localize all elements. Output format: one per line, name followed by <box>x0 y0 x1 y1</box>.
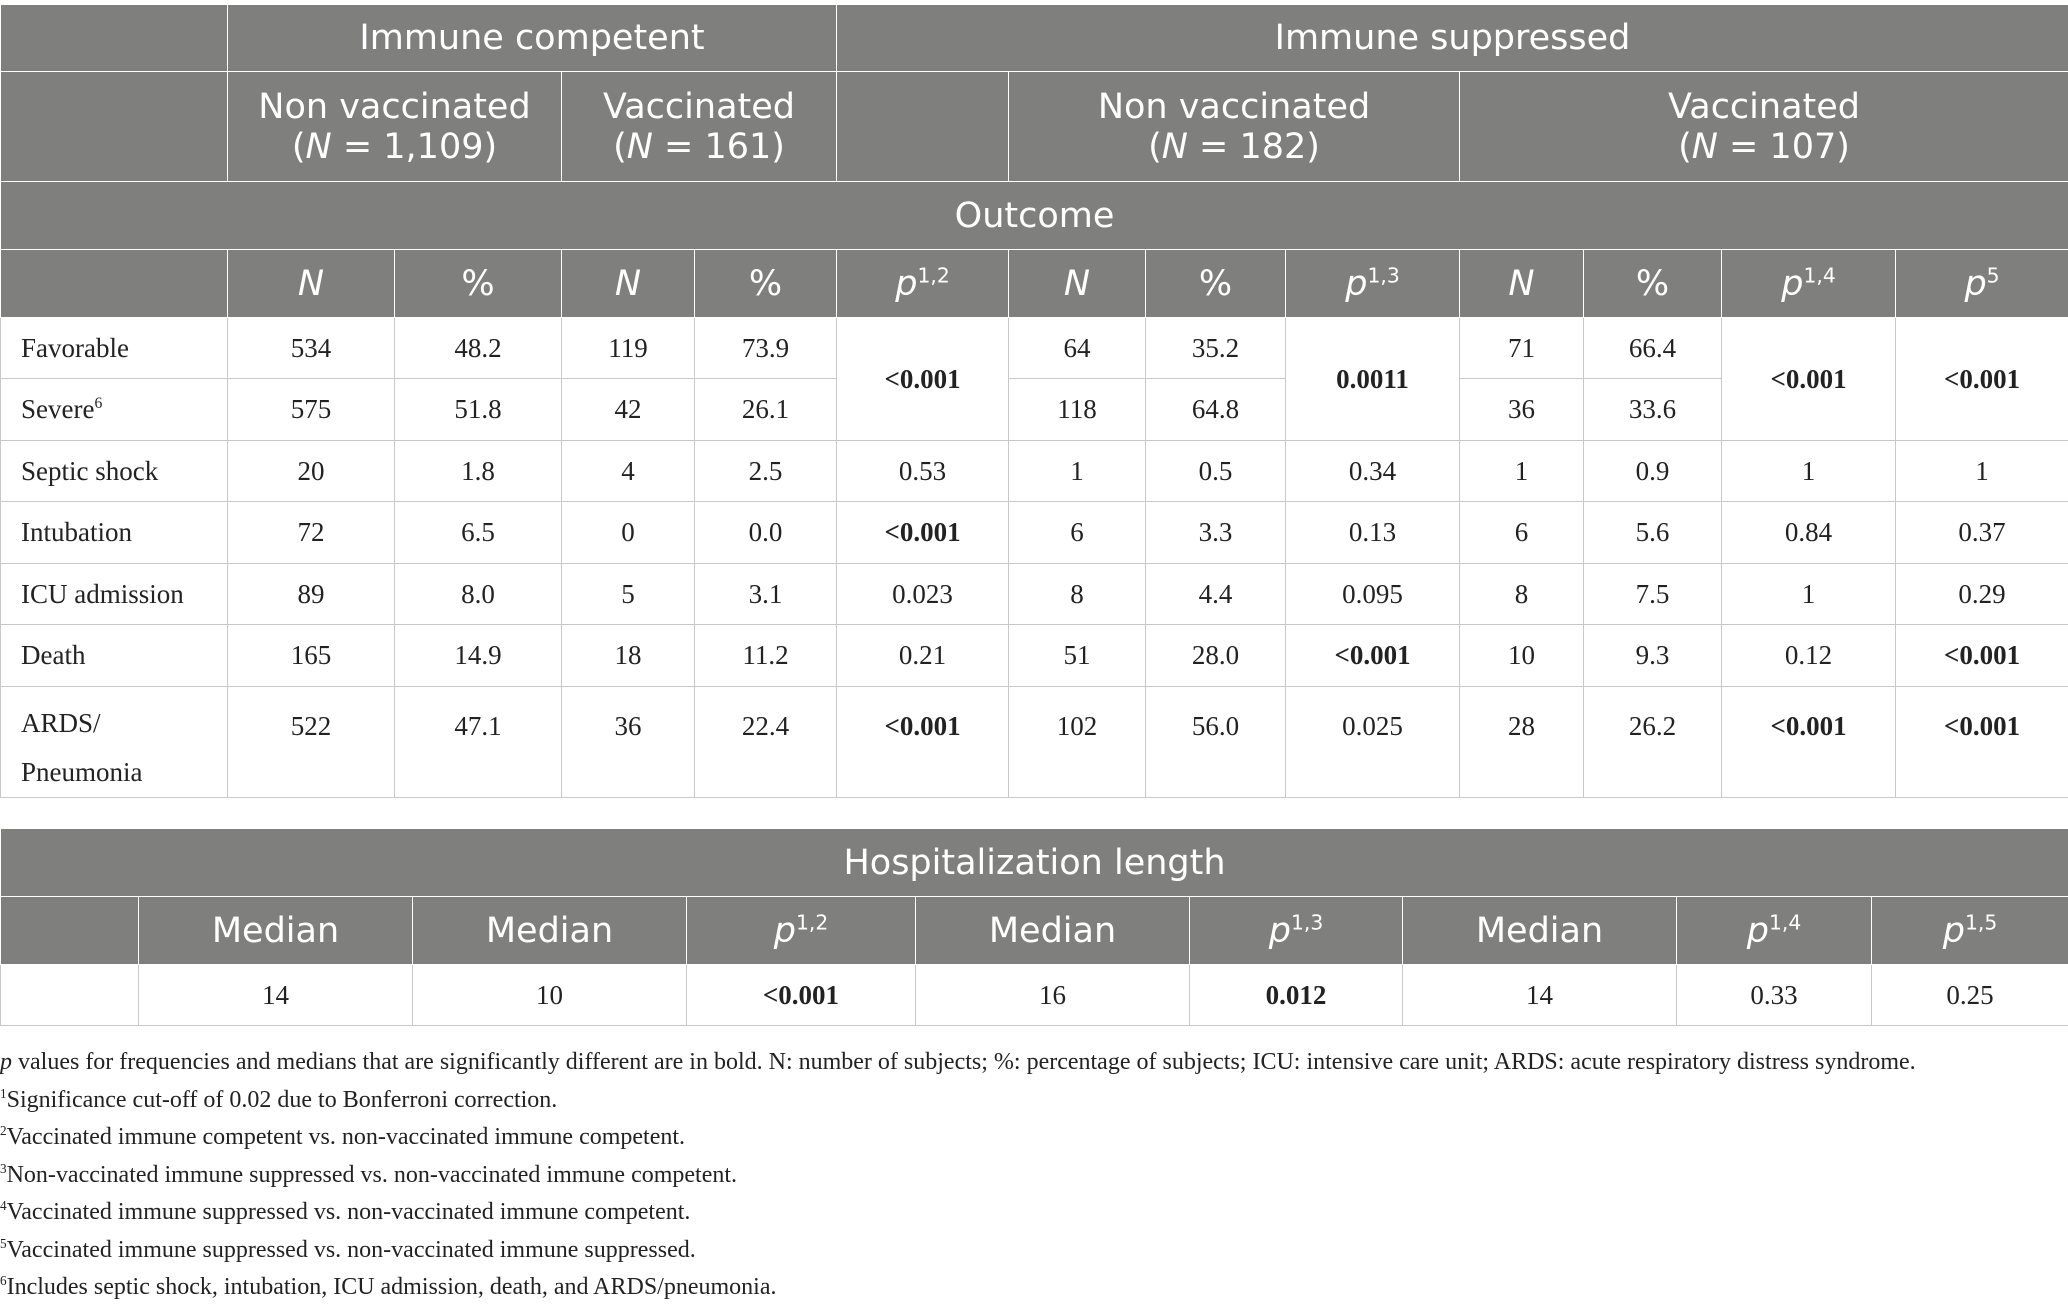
cell: 11.2 <box>695 625 837 687</box>
cell: 1 <box>1722 564 1896 625</box>
cell: 71 <box>1460 318 1584 379</box>
n-symbol: N <box>1692 127 1718 167</box>
footnote <box>0 1194 2068 1232</box>
n-symbol: N <box>1162 127 1188 167</box>
cell: 1 <box>1009 441 1146 502</box>
n-value: = 161) <box>653 127 785 167</box>
n-symbol: N <box>1064 264 1090 304</box>
subgroup-header-competent-vax: Vaccinated (N = 161) <box>562 72 837 182</box>
cell: 8 <box>1460 564 1584 625</box>
cell: 35.2 <box>1146 318 1286 379</box>
subgroup-label: Vaccinated <box>603 87 795 127</box>
cell: 28.0 <box>1146 625 1286 687</box>
footnote <box>0 1119 2068 1157</box>
col-header-p13 <box>1190 897 1403 965</box>
col-header-median: Median <box>916 897 1190 965</box>
col-header-p12 <box>837 250 1009 318</box>
n-symbol: N <box>306 127 332 167</box>
col-header-p13 <box>1286 250 1460 318</box>
cell: 118 <box>1009 379 1146 441</box>
footnote-mark: 4 <box>0 1198 7 1213</box>
subgroup-header-competent-nonvax: Non vaccinated (N = 1,109) <box>228 72 562 182</box>
cell: 48.2 <box>395 318 562 379</box>
empty-corner-cell <box>1 72 228 182</box>
section-title-row <box>1 182 2068 250</box>
footnote <box>0 1232 2068 1270</box>
row-label-text: Severe <box>21 394 94 424</box>
p-symbol: p <box>1964 264 1986 304</box>
section-title-outcome: Outcome <box>1 182 2068 250</box>
cell: 72 <box>228 502 395 564</box>
p-symbol: p <box>1943 911 1965 951</box>
cell: 10 <box>1460 625 1584 687</box>
cell: 1 <box>1896 441 2068 502</box>
footnote-mark: 6 <box>0 1273 7 1288</box>
cell: 89 <box>228 564 395 625</box>
cell: 47.1 <box>395 687 562 798</box>
cell: 8.0 <box>395 564 562 625</box>
cell: 14.9 <box>395 625 562 687</box>
cell: 73.9 <box>695 318 837 379</box>
p-symbol: p <box>774 911 796 951</box>
subgroup-header-row <box>1 72 2068 182</box>
table-row <box>1 502 2068 564</box>
empty-corner-cell <box>1 250 228 318</box>
cell: 0.9 <box>1584 441 1722 502</box>
footnote-text: Vaccinated immune suppressed vs. non-vaccinated immune suppressed. <box>7 1237 696 1263</box>
cell: 0.012 <box>1190 965 1403 1026</box>
cell: 0.0 <box>695 502 837 564</box>
cell: 0.5 <box>1146 441 1286 502</box>
cell: 7.5 <box>1584 564 1722 625</box>
cell: 0.13 <box>1286 502 1460 564</box>
row-label-favorable: Favorable <box>1 318 228 379</box>
row-label-icu-admission: ICU admission <box>1 564 228 625</box>
col-header-n <box>1460 250 1584 318</box>
cell: 0.37 <box>1896 502 2068 564</box>
n-symbol: N <box>615 264 641 304</box>
n-symbol: N <box>298 264 324 304</box>
cell: 22.4 <box>695 687 837 798</box>
cell: 26.2 <box>1584 687 1722 798</box>
subgroup-label: Non vaccinated <box>1098 87 1370 127</box>
footnote <box>0 1082 2068 1120</box>
row-label-ards-pneumonia <box>1 687 228 798</box>
cell: 1.8 <box>395 441 562 502</box>
column-header-row <box>1 250 2068 318</box>
n-value: = 1,109) <box>332 127 497 167</box>
cell: 575 <box>228 379 395 441</box>
cell: 66.4 <box>1584 318 1722 379</box>
cell: <0.001 <box>837 502 1009 564</box>
footnote-mark: 2 <box>0 1123 7 1138</box>
cell: 9.3 <box>1584 625 1722 687</box>
cell: 3.3 <box>1146 502 1286 564</box>
cell: 0.33 <box>1677 965 1872 1026</box>
empty-cell <box>1 965 139 1026</box>
p-superscript: 5 <box>1987 263 2000 287</box>
footnote-mark: 6 <box>94 395 102 412</box>
table-row <box>1 687 2068 798</box>
cell: 102 <box>1009 687 1146 798</box>
column-header-row <box>1 897 2068 965</box>
group-header-immune-suppressed: Immune suppressed <box>837 5 2068 72</box>
n-symbol: N <box>627 127 653 167</box>
cell: 0.023 <box>837 564 1009 625</box>
cell: 64.8 <box>1146 379 1286 441</box>
p-symbol: p <box>1345 264 1367 304</box>
table-row <box>1 965 2068 1026</box>
cell: 42 <box>562 379 695 441</box>
p-superscript: 1,2 <box>917 263 949 287</box>
col-header-median: Median <box>1403 897 1677 965</box>
cell-p12-favorable-severe: <0.001 <box>837 318 1009 441</box>
col-header-p14 <box>1677 897 1872 965</box>
cell: 51 <box>1009 625 1146 687</box>
row-label-septic-shock: Septic shock <box>1 441 228 502</box>
cell: 0.84 <box>1722 502 1896 564</box>
notes-main-line <box>0 1044 2068 1082</box>
footnote-text: Vaccinated immune competent vs. non-vaccinated immune competent. <box>7 1124 685 1150</box>
row-label-death: Death <box>1 625 228 687</box>
subgroup-label: Vaccinated <box>1668 87 1860 127</box>
cell: 6 <box>1009 502 1146 564</box>
cell: 4 <box>562 441 695 502</box>
table-row <box>1 625 2068 687</box>
col-header-p15 <box>1872 897 2068 965</box>
cell: 5 <box>562 564 695 625</box>
p-superscript: 1,5 <box>1965 910 1997 934</box>
row-label-severe <box>1 379 228 441</box>
cell: 165 <box>228 625 395 687</box>
cell: 33.6 <box>1584 379 1722 441</box>
group-header-immune-competent: Immune competent <box>228 5 837 72</box>
cell: 10 <box>413 965 687 1026</box>
p-symbol: p <box>895 264 917 304</box>
empty-header-cell <box>837 72 1009 182</box>
cell: 0.25 <box>1872 965 2068 1026</box>
table-row <box>1 564 2068 625</box>
p-superscript: 1,4 <box>1769 910 1801 934</box>
col-header-n <box>1009 250 1146 318</box>
n-value: = 107) <box>1718 127 1850 167</box>
cell: <0.001 <box>687 965 916 1026</box>
cell: 6.5 <box>395 502 562 564</box>
group-header-row <box>1 5 2068 72</box>
title-row <box>1 829 2068 897</box>
cell: 16 <box>916 965 1190 1026</box>
row-label-line: Pneumonia <box>21 757 143 787</box>
col-header-pct: % <box>1584 250 1722 318</box>
subgroup-header-suppressed-nonvax: Non vaccinated (N = 182) <box>1009 72 1460 182</box>
cell: 522 <box>228 687 395 798</box>
cell: 0 <box>562 502 695 564</box>
row-label-intubation: Intubation <box>1 502 228 564</box>
table-notes <box>0 1044 2068 1307</box>
cell: 8 <box>1009 564 1146 625</box>
subgroup-header-suppressed-vax: Vaccinated (N = 107) <box>1460 72 2068 182</box>
empty-corner-cell <box>1 897 139 965</box>
col-header-median: Median <box>139 897 413 965</box>
cell: 0.29 <box>1896 564 2068 625</box>
col-header-p12 <box>687 897 916 965</box>
cell: <0.001 <box>1722 687 1896 798</box>
p-superscript: 1,3 <box>1291 910 1323 934</box>
cell-p14-favorable-severe: <0.001 <box>1722 318 1896 441</box>
cell: 26.1 <box>695 379 837 441</box>
empty-corner-cell <box>1 5 228 72</box>
cell: 1 <box>1722 441 1896 502</box>
col-header-median: Median <box>413 897 687 965</box>
cell: 0.53 <box>837 441 1009 502</box>
cell: 64 <box>1009 318 1146 379</box>
cell: 5.6 <box>1584 502 1722 564</box>
footnote <box>0 1269 2068 1307</box>
hospitalization-table <box>0 828 2068 1026</box>
cell: 28 <box>1460 687 1584 798</box>
col-header-p5 <box>1896 250 2068 318</box>
cell: 14 <box>139 965 413 1026</box>
col-header-pct: % <box>1146 250 1286 318</box>
cell: 36 <box>1460 379 1584 441</box>
footnote <box>0 1157 2068 1195</box>
cell: 1 <box>1460 441 1584 502</box>
footnote-text: Includes septic shock, intubation, ICU admission, death, and ARDS/pneumonia. <box>7 1274 777 1300</box>
cell: 0.12 <box>1722 625 1896 687</box>
cell: 4.4 <box>1146 564 1286 625</box>
cell: <0.001 <box>1896 625 2068 687</box>
col-header-pct: % <box>395 250 562 318</box>
hospitalization-title: Hospitalization length <box>1 829 2068 897</box>
cell: 6 <box>1460 502 1584 564</box>
footnote-mark: 1 <box>0 1086 7 1101</box>
subgroup-label: Non vaccinated <box>258 87 530 127</box>
p-superscript: 1,3 <box>1367 263 1399 287</box>
cell: <0.001 <box>1896 687 2068 798</box>
footnote-mark: 5 <box>0 1236 7 1251</box>
p-symbol: p <box>1269 911 1291 951</box>
cell: 0.34 <box>1286 441 1460 502</box>
footnote-text: Vaccinated immune suppressed vs. non-vaccinated immune competent. <box>7 1199 691 1225</box>
cell: 119 <box>562 318 695 379</box>
notes-text: values for frequencies and medians that are significantly different are in bold. N: number of subjects; %: percentage of subjects; ICU: intensive care unit; ARDS: acute respiratory distress syndrome. <box>12 1049 1916 1075</box>
p-symbol: p <box>0 1049 12 1075</box>
cell: 534 <box>228 318 395 379</box>
n-symbol: N <box>1508 264 1534 304</box>
col-header-p14 <box>1722 250 1896 318</box>
row-label-line: ARDS/ <box>21 708 101 738</box>
table-row <box>1 318 2068 379</box>
cell: <0.001 <box>837 687 1009 798</box>
footnote-text: Significance cut-off of 0.02 due to Bonferroni correction. <box>7 1087 558 1113</box>
cell-p5-favorable-severe: <0.001 <box>1896 318 2068 441</box>
cell: 56.0 <box>1146 687 1286 798</box>
cell: 36 <box>562 687 695 798</box>
p-superscript: 1,4 <box>1803 263 1835 287</box>
cell: 51.8 <box>395 379 562 441</box>
cell: 3.1 <box>695 564 837 625</box>
col-header-pct: % <box>695 250 837 318</box>
outcome-table <box>0 4 2068 798</box>
cell: 0.025 <box>1286 687 1460 798</box>
cell: 2.5 <box>695 441 837 502</box>
col-header-n <box>228 250 395 318</box>
cell: 18 <box>562 625 695 687</box>
cell: 0.095 <box>1286 564 1460 625</box>
cell-p13-favorable-severe: 0.0011 <box>1286 318 1460 441</box>
cell: 14 <box>1403 965 1677 1026</box>
p-symbol: p <box>1747 911 1769 951</box>
footnote-text: Non-vaccinated immune suppressed vs. non-vaccinated immune competent. <box>7 1162 737 1188</box>
cell: 0.21 <box>837 625 1009 687</box>
footnote-mark: 3 <box>0 1161 7 1176</box>
cell: <0.001 <box>1286 625 1460 687</box>
table-row <box>1 441 2068 502</box>
p-superscript: 1,2 <box>796 910 828 934</box>
n-value: = 182) <box>1188 127 1320 167</box>
p-symbol: p <box>1781 264 1803 304</box>
col-header-n <box>562 250 695 318</box>
cell: 20 <box>228 441 395 502</box>
